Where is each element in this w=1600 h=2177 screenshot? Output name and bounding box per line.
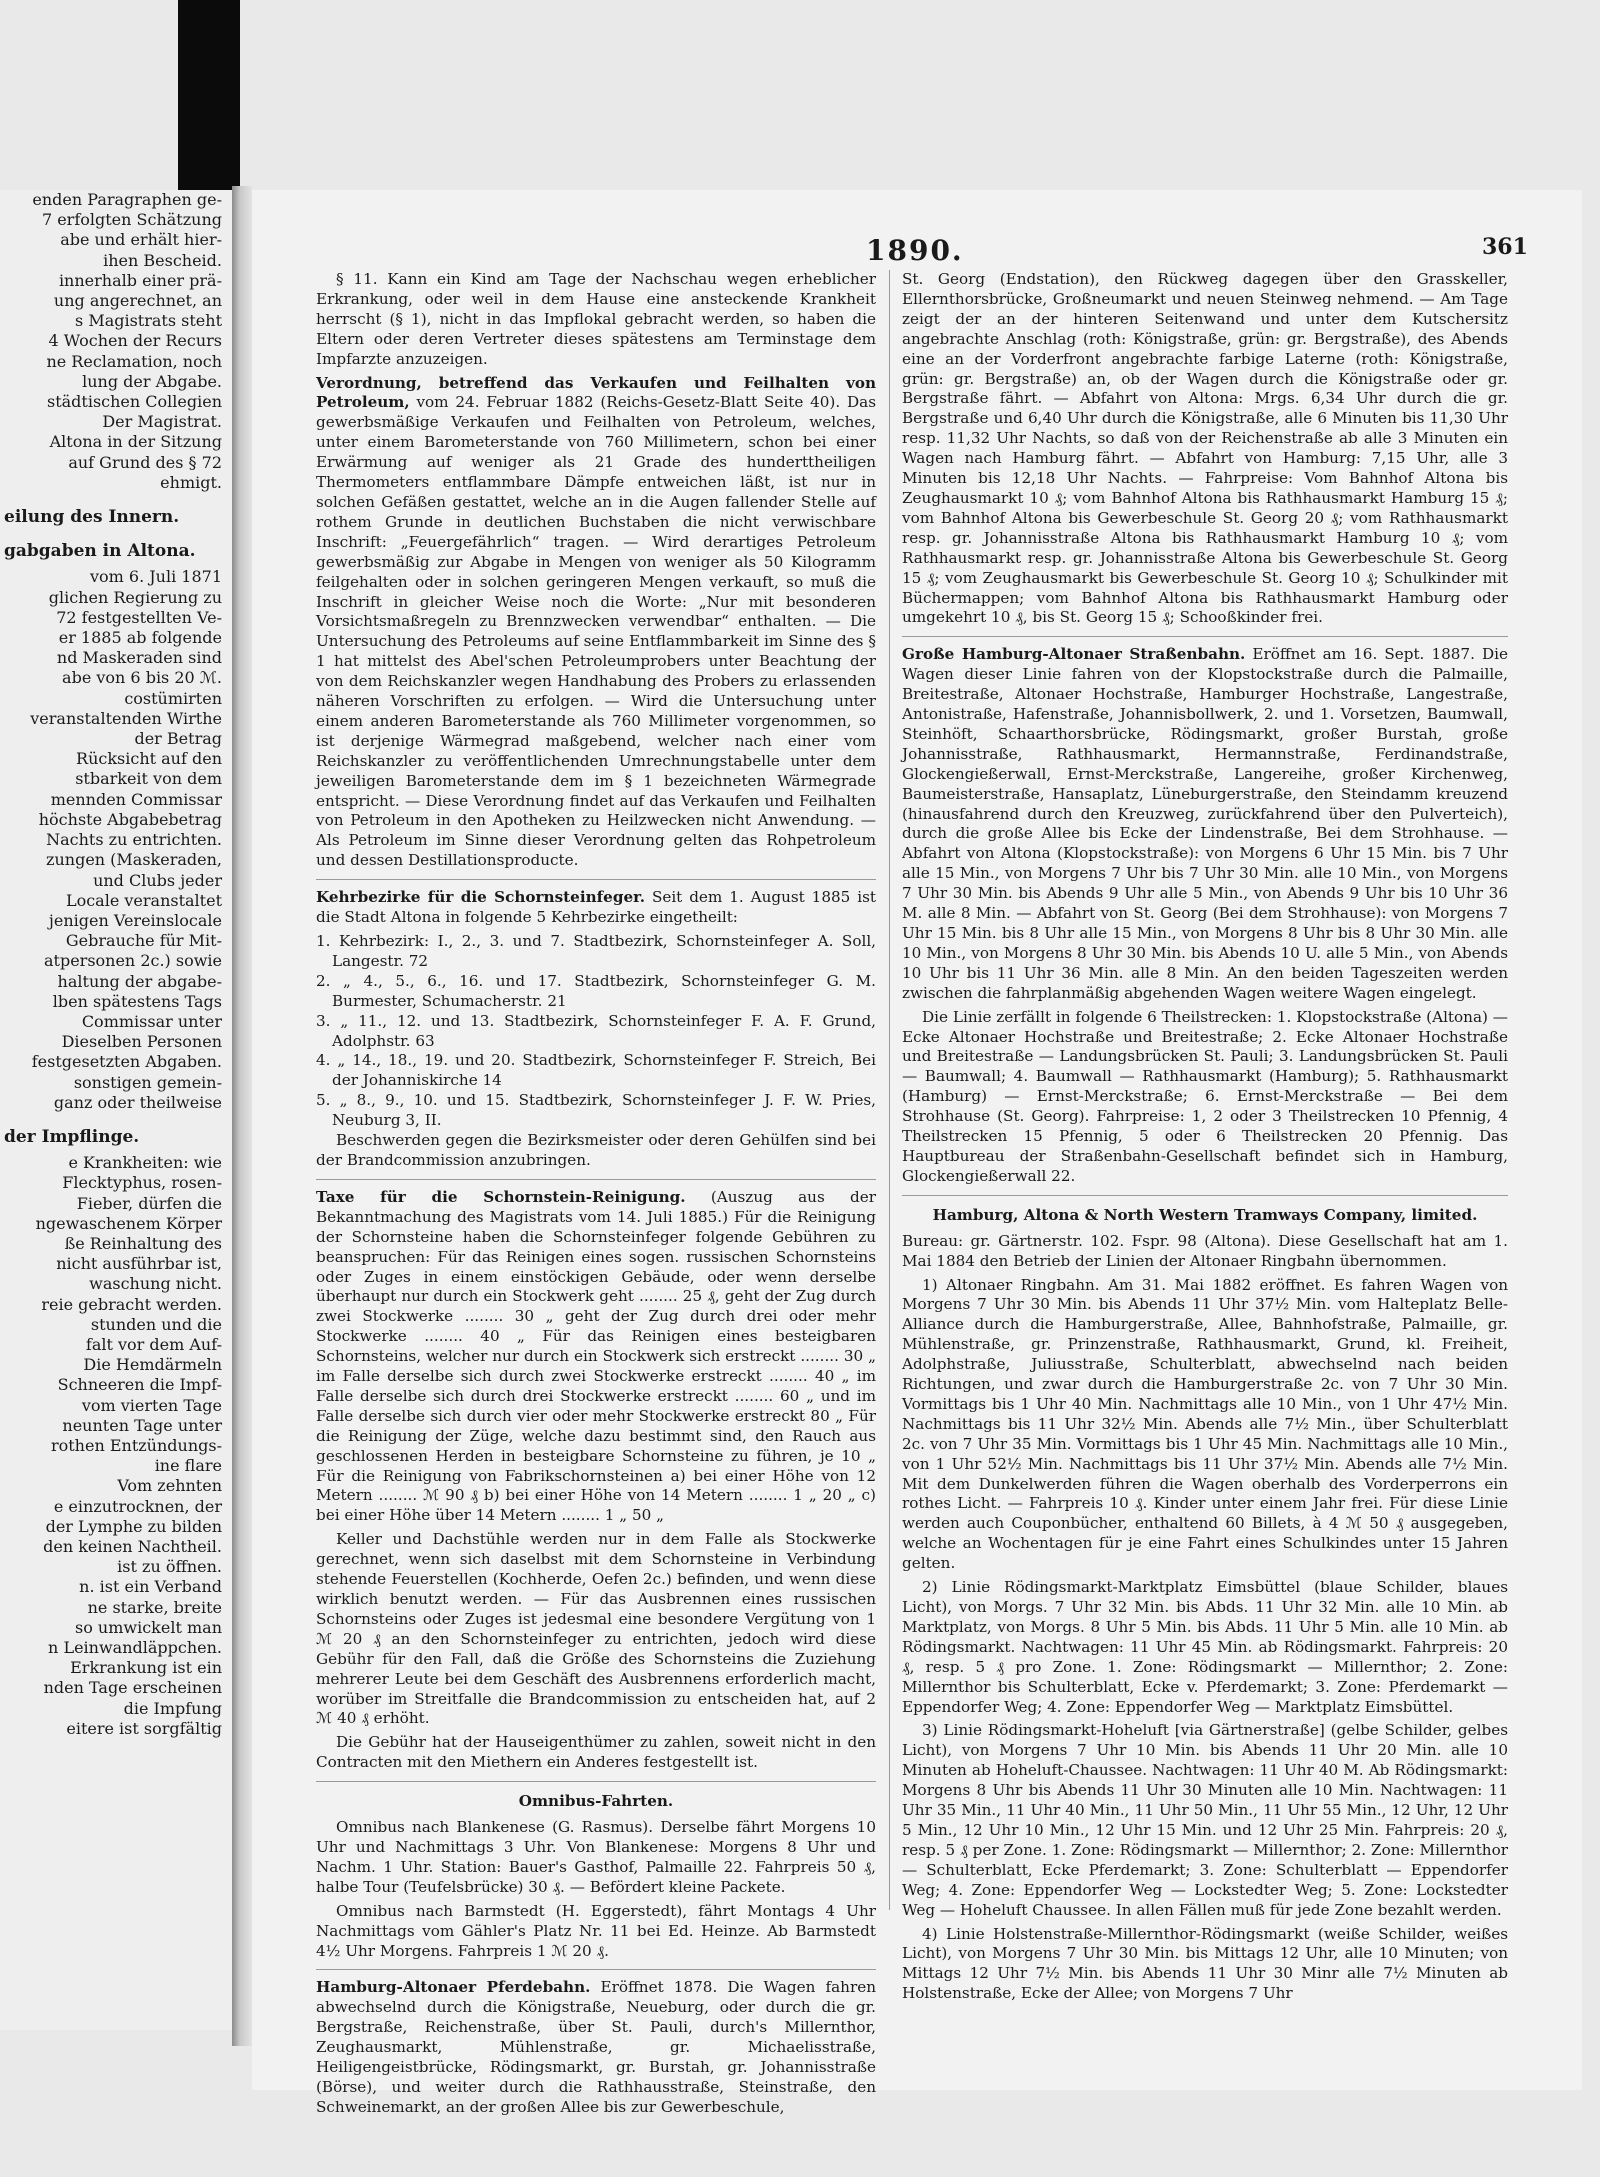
strassenbahn-body: Eröffnet am 16. Sept. 1887. Die Wagen dieser Linie fahren von der Klopstockstraße durch die Palmaille, Breitestraße, Altonaer Hochstraße, Hamburger Hochstraße, Langestraße, Antonistraße, Hafenstraße, Johannisbollwerk, 2. und 1. Vorsetzen, Baumwall, Steinhöft, Schaarthorsbrücke, Rödingsmarkt, großer Burstah, große Johannisstraße, Rathhausmarkt, Hermannstraße, Ferdinandstraße, Glockengießerwall, Ernst-Merckstraße, Langereihe, großer Kirchenweg, Baumeisterstraße, Hansaplatz, Lüneburgerstraße, den Steindamm kreuzend (hinausfahrend durch den Kreuzweg, zurückfahrend über den Pulverteich), durch die große Allee bis Ecke der Lindenstraße, Bei dem Strohhause. — Abfahrt von Altona (Klopstockstraße): von Morgens 6 Uhr 15 Min. bis 7 Uhr alle 15 Min., von Morgens 7 Uhr bis 7 Uhr 30 Min. alle 10 Min., von Morgens 7 Uhr 30 Min. bis Abends 9 Uhr alle 5 Min., von Abends 9 Uhr bis 10 Uhr 36 M. alle 8 Min. — Abfahrt von St. Georg (Bei dem Strohhause): von Morgens 7 Uhr 15 Min. bis 8 Uhr alle 15 Min., von Morgens 8 Uhr bis 8 Uhr 30 Min. alle 10 Min., von Morgens 8 Uhr 30 Min. bis Abends 10 U. alle 5 Min., von Abends 10 Uhr bis 11 Uhr 36 Min. alle 8 Min. An den beiden Tageszeiten werden zwischen die fahrplanmäßig abgehenden Wagen weitere Wagen eingelegt. <box>902 645 1509 1002</box>
column-right <box>902 270 1508 2008</box>
left-page-heading: gabgaben in Altona. <box>4 541 196 562</box>
taxe-body: Keller und Dachstühle werden nur in dem Falle als Stockwerke gerechnet, wenn sich daselbst mit dem Schornsteine in Verbindung stehende Feuerstellen (Kochherde, Oefen 2c.) befinden, und wenn diese wirklich benutzt werden. — Für das Ausbrennen eines russischen Schornsteins oder Zuges ist jedesmal eine besondere Vergütung von 1 ℳ 20 ₰ an den Schornsteinfeger zu entrichten, jedoch wird diese Gebühr für den Fall, daß die Größe des Schornsteins die Zuziehung mehrerer Leute bei dem Geschäft des Ausbrennens erforderlich macht, worüber im Streitfalle die Brandcommission zu entscheiden hat, auf 2 ℳ 40 ₰ erhöht. <box>316 1530 876 1728</box>
left-page-line: Gebrauche für Mit- <box>65 931 222 951</box>
column-left <box>316 270 876 2122</box>
left-page-line: eitere ist sorgfältig <box>66 1718 222 1738</box>
left-page-line: ehmigt. <box>160 472 222 492</box>
kehrbezirke-note: Beschwerden gegen die Bezirksmeister oder deren Gehülfen sind bei der Brandcommission anzubringen. <box>316 1131 876 1169</box>
left-page-line: so umwickelt man <box>75 1617 222 1637</box>
column-divider <box>889 270 890 1910</box>
petroleum-heading: Verordnung, betreffend das Verkaufen und Feilhalten von Petroleum, <box>316 373 876 412</box>
petroleum-body: vom 24. Februar 1882 (Reichs-Gesetz-Blatt Seite 40). Das gewerbsmäßige Verkaufen und Feilhalten von Petroleum, welches, unter einem Barometerstande von 760 Millimetern, schon bei einer Erwärmung auf weniger als 21 Grade des hunderttheiligen Thermometers entflammbare Dämpfe entweichen läßt, ist nur in solchen Gefäßen gestattet, welche an in die Augen fallender Stelle auf rothem Grunde in deutlichen Buchstaben die nicht verwischbare Inschrift: „Feuergefährlich“ tragen. — Wird derartiges Petroleum gewerbsmäßig zur Abgabe in Mengen von weniger als 50 Kilogramm feilgehalten oder in solchen geringeren Mengen verkauft, so muß die Inschrift in gleicher Weise noch die Worte: „Nur mit besonderen Vorsichtsmaßregeln zu Brennzwecken verwendbar“ enthalten. — Die Untersuchung des Petroleums auf seine Entflammbarkeit im Sinne des § 1 hat mittelst des Abel'schen Petroleumprobers unter Beachtung der von dem Reichskanzler wegen Handhabung des Probers zu erlassenden näheren Vorschriften zu erfolgen. — Wird die Untersuchung unter einem anderen Barometerstande als 760 Millimeter vorgenommen, so ist derjenige Wärmegrad maßgebend, welcher nach einer vom Reichskanzler zu veröffentlichenden Umrechnungstabelle unter dem jeweiligen Barometerstande dem im § 1 bezeichneten Wärmegrade entspricht. — Diese Verordnung findet auf das Verkaufen und Feilhalten von Petroleum in den Apotheken zu Heilzwecken nicht Anwendung. — Als Petroleum im Sinne dieser Verordnung gelten das Rohpetroleum und dessen Destillationsproducte. <box>316 393 876 870</box>
petroleum-section <box>316 374 876 872</box>
paragraph-s11: § 11. Kann ein Kind am Tage der Nachschau wegen erheblicher Erkrankung, oder weil in dem Hause eine ansteckende Krankheit herrscht (§ 1), nicht in das Impflokal gebracht werden, so haben die Eltern oder deren Vertreter dieses spätestens am Terminstage dem Impfarzte anzuzeigen. <box>316 270 876 368</box>
left-page-line: vom 6. Juli 1871 <box>89 567 222 587</box>
left-page-line: ngewaschenem Körper <box>35 1213 222 1233</box>
left-page-line: städtischen Collegien <box>46 392 222 412</box>
left-page-line: reie gebracht werden. <box>41 1294 222 1314</box>
left-page-line: nden Tage erscheinen <box>43 1678 222 1698</box>
section-rule <box>316 879 876 880</box>
left-page-line: auf Grund des § 72 <box>68 452 222 472</box>
left-page-line: innerhalb einer prä- <box>58 270 222 290</box>
tram-line-3: 3) Linie Rödingsmarkt-Hoheluft [via Gärtnerstraße] (gelbe Schilder, gelbes Licht), von Morgens 7 Uhr 10 Min. bis Abends 11 Uhr 20 Min. alle 10 Minuten ab Hoheluft-Chaussee. Nachtwagen: 11 Uhr 40 M. Ab Rödingsmarkt: Morgens 8 Uhr bis Abends 11 Uhr 30 Minuten alle 10 Min. Nachtwagen: 11 Uhr 35 Min., 11 Uhr 40 Min., 11 Uhr 50 Min., 11 Uhr 55 Min., 12 Uhr, 12 Uhr 5 Min., 12 Uhr 10 Min., 12 Uhr 15 Min. und 12 Uhr 25 Min. Fahrpreis: 20 ₰, resp. 5 ₰ per Zone. 1. Zone: Rödingsmarkt — Millernthor; 2. Zone: Millernthor — Schulterblatt, Ecke Pferdemarkt; 3. Zone: Schulterblatt — Eppendorfer Weg; 4. Zone: Eppendorfer Weg — Lockstedter Weg; 5. Zone: Lockstedter Weg — Hoheluft Chaussee. In allen Fällen muß für jede Zone bezahlt werden. <box>902 1721 1508 1919</box>
book-binding-shadow <box>178 0 240 190</box>
omnibus-blankenese: Omnibus nach Blankenese (G. Rasmus). Derselbe fährt Morgens 10 Uhr und Nachmittags 3 Uhr. Von Blankenese: Morgens 8 Uhr und Nachm. 1 Uhr. Station: Bauer's Gasthof, Palmaille 22. Fahrpreis 50 ₰, halbe Tour (Teufelsbrücke) 30 ₰. — Befördert kleine Packete. <box>316 1818 876 1896</box>
left-page-line: Commissar unter <box>81 1011 222 1031</box>
left-page-line: ne starke, breite <box>87 1597 222 1617</box>
left-page-line: abe und erhält hier- <box>60 230 222 250</box>
left-page-line: festgesetzten Abgaben. <box>31 1052 222 1072</box>
left-page-line: enden Paragraphen ge- <box>32 190 222 209</box>
strassenbahn-parts: Die Linie zerfällt in folgende 6 Theilstrecken: 1. Klopstockstraße (Altona) — Ecke Altonaer Hochstraße und Breitestraße; 2. Ecke Altonaer Hochstraße und Breitestraße — Landungsbrücken St. Pauli; 3. Landungsbrücken St. Pauli — Baumwall; 4. Baumwall — Rathhausmarkt (Hamburg); 5. Rathhausmarkt (Hamburg) — Ernst-Merckstraße; 6. Ernst-Merckstraße — Bei dem Strohhause (St. Georg). Fahrpreise: 1, 2 oder 3 Theilstrecken 10 Pfennig, 4 Theilstrecken 15 Pfennig, 5 oder 6 Theilstrecken 20 Pfennig. Das Hauptbureau der Straßenbahn-Gesellschaft befindet sich in Hamburg, Glockengießerwall 22. <box>902 1007 1508 1185</box>
left-page-line: Locale veranstaltet <box>65 890 222 910</box>
left-page-line: rothen Entzündungs- <box>50 1435 222 1455</box>
tramways-intro: Bureau: gr. Gärtnerstr. 102. Fspr. 98 (Altona). Diese Gesellschaft hat am 1. Mai 1884 den Betrieb der Linien der Altonaer Ringbahn übernommen. <box>902 1231 1508 1270</box>
left-page-line: jenigen Vereinslocale <box>48 910 222 930</box>
left-page-line: n Leinwandläppchen. <box>48 1638 222 1658</box>
left-page-line: ne Reclamation, noch <box>46 351 222 371</box>
left-page-line: 4 Wochen der Recurs <box>48 331 222 351</box>
left-page-line: ganz oder theilweise <box>53 1092 222 1112</box>
taxe-end: Die Gebühr hat der Hauseigenthümer zu zahlen, soweit nicht in den Contracten mit den Miethern ein Anderes festgestellt ist. <box>316 1733 876 1772</box>
left-page-line: ße Reinhaltung des <box>64 1233 222 1253</box>
left-page-line: lben spätestens Tags <box>52 991 222 1011</box>
left-page-line: die Impfung <box>123 1698 222 1718</box>
kehrbezirk-item: 4. „ 14., 18., 19. und 20. Stadtbezirk, Schornsteinfeger F. Streich, Bei der Johanniskirche 14 <box>316 1051 876 1090</box>
left-page-line: glichen Regierung zu <box>48 587 222 607</box>
left-page-line: 72 festgestellten Ve- <box>56 607 222 627</box>
pferdebahn-continued: St. Georg (Endstation), den Rückweg dagegen über den Grasskeller, Ellernthorsbrücke, Großneumarkt und neuen Steinweg nehmend. — Am Tage zeigt der an der hinteren Seitenwand und unter dem Kutschersitz angebrachte Anschlag (roth: Königstraße, grün: gr. Bergstraße), des Abends eine an der Vorderfront angebrachte farbige Laterne (roth: Königstraße, grün: gr. Bergstraße) an, ob der Wagen durch die Königstraße oder gr. Bergstraße fährt. — Abfahrt von Altona: Mrgs. 6,34 Uhr durch die gr. Bergstraße und 6,40 Uhr durch die Königstraße, alle 6 Minuten bis 11,30 Uhr resp. 11,32 Uhr Nachts, so daß von der Reichenstraße ab alle 3 Minuten ein Wagen nach Hamburg fährt. — Abfahrt von Hamburg: 7,15 Uhr, alle 3 Minuten bis 12,18 Uhr Nachts. — Fahrpreise: Vom Bahnhof Altona bis Zeughausmarkt 10 ₰; vom Bahnhof Altona bis Rathhausmarkt Hamburg 15 ₰; vom Bahnhof Altona bis Gewerbeschule St. Georg 20 ₰; vom Rathhausmarkt resp. gr. Johannisstraße Altona bis Rathhausmarkt Hamburg 10 ₰; vom Rathhausmarkt resp. gr. Johannisstraße Altona bis Gewerbeschule St. Georg 15 ₰; vom Zeughausmarkt bis Gewerbeschule St. Georg 10 ₰; Schulkinder mit Büchermappen; vom Bahnhof Altona bis Rathhausmarkt Hamburg oder umgekehrt 10 ₰, bis St. Georg 15 ₰; Schooßkinder frei. <box>902 270 1508 627</box>
left-page-line: zungen (Maskeraden, <box>46 850 222 870</box>
omnibus-barmstedt: Omnibus nach Barmstedt (H. Eggerstedt), fährt Montags 4 Uhr Nachmittags vom Gähler's Platz Nr. 11 bei Ed. Heinze. Ab Barmstedt 4½ Uhr Morgens. Fahrpreis 1 ℳ 20 ₰. <box>316 1901 876 1960</box>
left-page-line: und Clubs jeder <box>93 870 222 890</box>
left-page-line: vom vierten Tage <box>81 1395 222 1415</box>
kehrbezirk-item: 2. „ 4., 5., 6., 16. und 17. Stadtbezirk, Schornsteinfeger G. M. Burmester, Schumacherstr. 21 <box>316 971 876 1010</box>
left-page-line: Schneeren die Impf- <box>57 1375 222 1395</box>
left-page-line: der Lymphe zu bilden <box>45 1516 222 1536</box>
left-page-line: n. ist ein Verband <box>79 1577 222 1597</box>
section-rule <box>902 1195 1508 1196</box>
left-page-line: Nachts zu entrichten. <box>46 830 222 850</box>
left-page-line: neunten Tage unter <box>62 1415 222 1435</box>
left-page-line: Der Magistrat. <box>102 412 222 432</box>
left-page-line: abe von 6 bis 20 ℳ. <box>62 668 222 688</box>
left-page-line: der Betrag <box>134 729 222 749</box>
page-gutter <box>232 186 252 2046</box>
right-page <box>252 190 1582 2116</box>
page-year: 1890. <box>866 234 964 267</box>
tramways-heading: Hamburg, Altona & North Western Tramways Company, limited. <box>932 1205 1478 1224</box>
left-page-fragment <box>0 190 232 2030</box>
tram-line-2: 2) Linie Rödingsmarkt-Marktplatz Eimsbüttel (blaue Schilder, blaues Licht), von Morgs. 7 Uhr 32 Min. bis Abds. 11 Uhr 32 Min. alle 10 Min. ab Marktplatz, von Morgs. 8 Uhr 5 Min. bis Abds. 11 Uhr 5 Min. alle 10 Min. ab Rödingsmarkt. Nachtwagen: 11 Uhr 45 Min. ab Rödingsmarkt. Fahrpreis: 20 ₰, resp. 5 ₰ pro Zone. 1. Zone: Rödingsmarkt — Millernthor; 2. Zone: Millernthor bis Schulterblatt, Ecke v. Pferdemarkt; 3. Zone: Pferdemarkt — Eppendorfer Weg; 4. Zone: Eppendorfer Weg — Marktplatz Eimsbüttel. <box>902 1578 1508 1716</box>
left-page-line: atpersonen 2c.) sowie <box>43 951 222 971</box>
left-page-line: 7 erfolgten Schätzung <box>41 210 222 230</box>
strassenbahn-heading: Große Hamburg-Altonaer Straßenbahn. <box>902 645 1246 664</box>
left-page-line: Die Hemdärmeln <box>83 1355 222 1375</box>
left-page-line: falt vor dem Auf- <box>85 1334 222 1354</box>
kehrbezirk-item: 1. Kehrbezirk: I., 2., 3. und 7. Stadtbezirk, Schornsteinfeger A. Soll, Langestr. 72 <box>316 932 876 970</box>
taxe-intro: (Auszug aus der Bekanntmachung des Magistrats vom 14. Juli 1885.) Für die Reinigung der Schornsteine haben die Schornsteinfeger folgende Gebühren zu beanspruchen: Für das Reinigen eines sogen. russischen Schornsteins oder Zuges in einem einstöckigen Gebäude, oder wenn derselbe überhaupt nur durch ein Stockwerk geht ........ 25 ₰, geht der Zug durch zwei Stockwerke ........ 30 „ geht der Zug durch drei oder mehr Stockwerke ........ 40 „ Für das Reinigen eines besteigbaren Schornsteins, welcher nur durch ein Stockwerk sich erstreckt ........ 30 „ im Falle derselbe sich durch zwei Stockwerke erstreckt ........ 40 „ im Falle derselbe sich durch drei Stockwerke erstreckt ........ 60 „ und im Falle derselbe sich durch vier oder mehr Stockwerke erstreckt 80 „ Für die Reinigung der Züge, welche dazu bestimmt sind, den Rauch aus geschlossenen Herden in besteigbare Schornsteine zu führen, je 10 „ Für die Reinigung von Fabrikschornsteinen a) bei einer Höhe von 12 Metern ........ ℳ 90 ₰ b) bei einer Höhe von 14 Metern ........ 1 „ 20 „ c) bei einer Höhe über 14 Metern ........ 1 „ 50 „ <box>316 1187 876 1525</box>
page-number: 361 <box>1482 234 1528 260</box>
left-page-line: sonstigen gemein- <box>73 1072 222 1092</box>
left-page-line: s Magistrats steht <box>75 311 222 331</box>
strassenbahn-section <box>902 645 1508 1003</box>
kehrbezirk-item: 5. „ 8., 9., 10. und 15. Stadtbezirk, Schornsteinfeger J. F. W. Pries, Neuburg 3, II. <box>316 1091 876 1130</box>
left-page-line: lung der Abgabe. <box>82 371 222 391</box>
section-rule <box>902 636 1508 637</box>
section-rule <box>316 1179 876 1180</box>
left-page-line: Flecktyphus, rosen- <box>62 1173 222 1193</box>
left-page-line: nd Maskeraden sind <box>56 648 222 668</box>
pferdebahn-section <box>316 1978 876 2117</box>
page-header <box>252 234 1582 268</box>
left-page-line: waschung nicht. <box>89 1274 222 1294</box>
tram-line-4: 4) Linie Holstenstraße-Millernthor-Rödingsmarkt (weiße Schilder, weißes Licht), von Morgens 7 Uhr 30 Min. bis Mittags 12 Uhr, alle 10 Minuten; von Mittags 12 Uhr 7½ Min. bis Abends 11 Uhr 30 Minr alle 7½ Minuten ab Holstenstraße, Ecke der Allee; von Morgens 7 Uhr <box>902 1924 1508 2003</box>
left-page-line: ung angerechnet, an <box>53 291 222 311</box>
left-page-line: e Krankheiten: wie <box>68 1153 222 1173</box>
left-page-line: costümirten <box>124 688 222 708</box>
left-page-line: stunden und die <box>90 1314 222 1334</box>
left-page-line: Fieber, dürfen die <box>76 1193 222 1213</box>
section-rule <box>316 1969 876 1970</box>
left-page-line: ist zu öffnen. <box>117 1557 222 1577</box>
left-page-line: Rücksicht auf den <box>76 749 222 769</box>
omnibus-heading: Omnibus-Fahrten. <box>518 1792 674 1811</box>
section-rule <box>316 1781 876 1782</box>
left-page-line: den keinen Nachtheil. <box>43 1537 222 1556</box>
left-page-line: e einzutrocknen, der <box>53 1496 222 1516</box>
pferdebahn-body: Eröffnet 1878. Die Wagen fahren abwechselnd durch die Königstraße, Neueburg, oder durch die gr. Bergstraße, Reichenstraße, über St. Pauli, durch's Millernthor, Zeughausmarkt, Mühlenstraße, gr. Michaelisstraße, Heiligengeistbrücke, Rödingsmarkt, gr. Burstah, gr. Johannisstraße (Börse), und weiter durch die Rathhausstraße, Steinstraße, den Schweinemarkt, an der großen Allee bis zur Gewerbeschule, <box>316 1978 876 2116</box>
left-page-heading: eilung des Innern. <box>4 507 180 528</box>
left-page-line: ine flare <box>154 1456 222 1476</box>
left-page-heading: der Impflinge. <box>4 1126 140 1147</box>
kehrbezirke-intro: Seit dem 1. August 1885 ist die Stadt Altona in folgende 5 Kehrbezirke eingetheilt: <box>316 888 876 927</box>
taxe-heading: Taxe für die Schornstein-Reinigung. <box>316 1187 686 1206</box>
left-page-line: veranstaltenden Wirthe <box>30 708 222 728</box>
left-page-line: höchste Abgabebetrag <box>38 809 222 829</box>
kehrbezirk-item: 3. „ 11., 12. und 13. Stadtbezirk, Schornsteinfeger F. A. F. Grund, Adolphstr. 63 <box>316 1011 876 1050</box>
left-page-line: haltung der abgabe- <box>57 971 222 991</box>
left-page-line: Vom zehnten <box>117 1476 222 1496</box>
left-page-line: Dieselben Personen <box>61 1032 222 1052</box>
left-page-line: mennden Commissar <box>50 789 222 809</box>
kehrbezirke-section <box>316 888 876 928</box>
left-page-line: stbarkeit von dem <box>75 769 222 789</box>
tram-line-1: 1) Altonaer Ringbahn. Am 31. Mai 1882 eröffnet. Es fahren Wagen von Morgens 7 Uhr 30 Min. bis Abends 11 Uhr 37½ Min. vom Halteplatz Belle-Alliance durch die Hamburgerstraße, Allee, Bahnhofstraße, Palmaille, gr. Mühlenstraße, gr. Prinzenstraße, Rathhausmarkt, Grund, kl. Freiheit, Adolphstraße, Juliusstraße, Schulterblatt, abwechselnd nach beiden Richtungen, und zwar durch die Hamburgerstraße 2c. von 7 Uhr 30 Min. Vormittags bis 1 Uhr 40 Min. Nachmittags alle 10 Min., von 1 Uhr 47½ Min. Nachmittags bis 11 Uhr 32½ Min. Abends alle 7½ Min., über Schulterblatt 2c. von 7 Uhr 35 Min. Vormittags bis 1 Uhr 45 Min. Nachmittags alle 10 Min., von 1 Uhr 52½ Min. Nachmittags bis 11 Uhr 37½ Min. Abends alle 7½ Min. Mit dem Dunkelwerden führen die Wagen oberhalb des Vorderperrons ein rothes Licht. — Fahrpreis 10 ₰. Kinder unter einem Jahr frei. Für diese Linie werden auch Couponbücher, enthaltend 60 Billets, à 4 ℳ 50 ₰ ausgegeben, welche an Wochentagen für je eine Fahrt eines Schulkindes unter 15 Jahren gelten. <box>902 1275 1508 1573</box>
left-page-line: ihen Bescheid. <box>103 250 222 270</box>
taxe-section <box>316 1188 876 1526</box>
left-page-line: Altona in der Sitzung <box>49 432 222 452</box>
left-page-line: Erkrankung ist ein <box>70 1658 222 1678</box>
kehrbezirke-heading: Kehrbezirke für die Schornsteinfeger. <box>316 888 646 907</box>
pferdebahn-heading: Hamburg-Altonaer Pferdebahn. <box>316 1978 591 1997</box>
left-page-line: er 1885 ab folgende <box>58 628 222 648</box>
left-page-line: nicht ausführbar ist, <box>56 1254 222 1274</box>
